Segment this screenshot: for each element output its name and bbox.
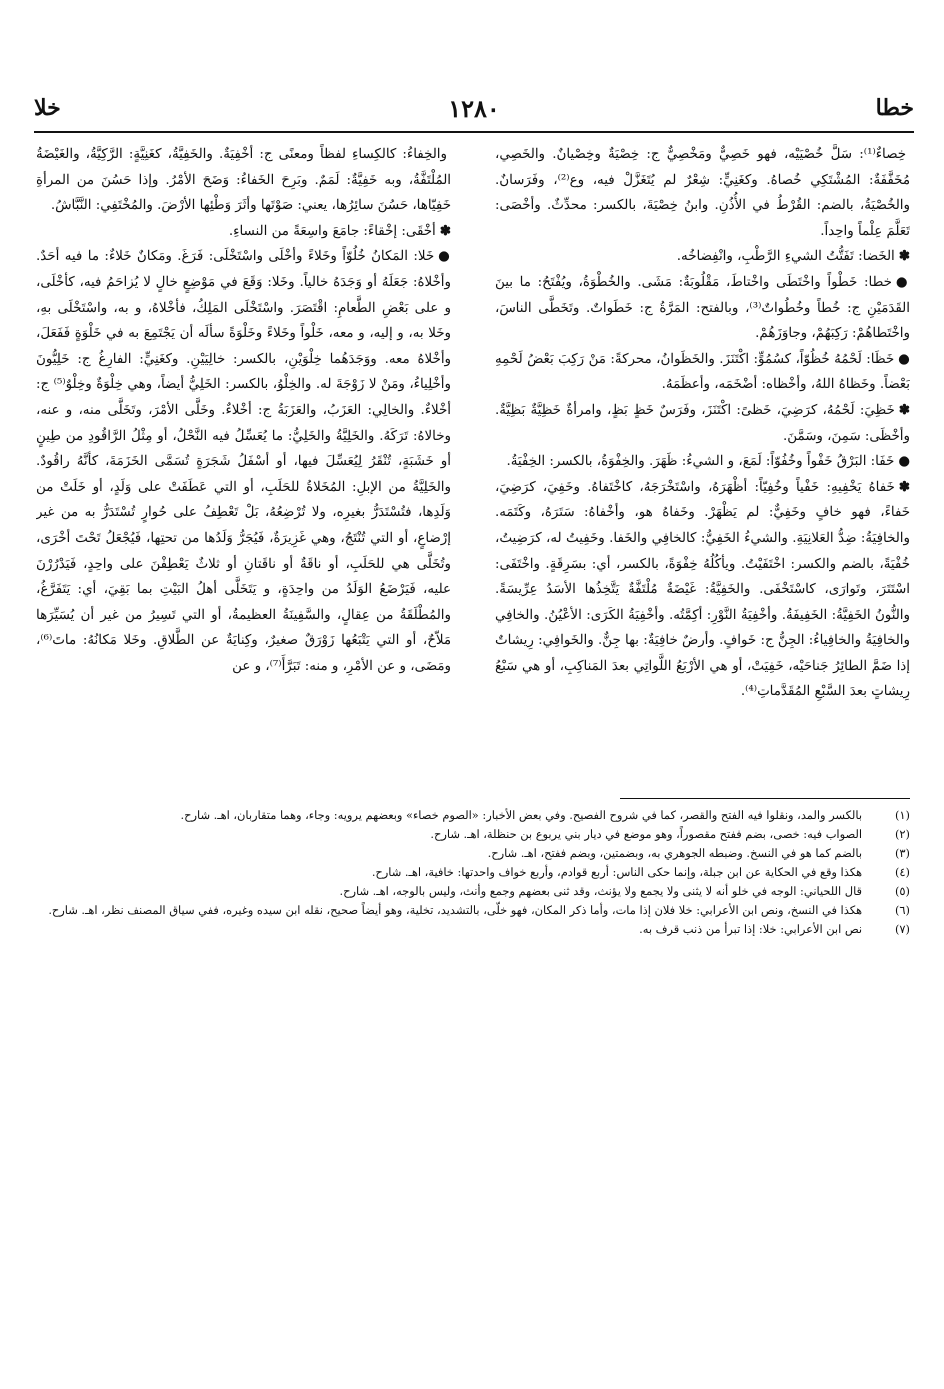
- footnote: [36, 901, 910, 920]
- entry-text: خَفَا: البَرْقُ خَفْواً وخُفُوّاً: لَمَعَ، و الشيءُ: ظَهَرَ. والخِفْوَةُ، بالكسر: الخِفْيَةُ.: [506, 454, 895, 470]
- footnote: [36, 882, 910, 901]
- footnote: [36, 863, 910, 882]
- footnote: [36, 844, 910, 863]
- footnote-number: (١): [894, 808, 910, 822]
- entry: [495, 244, 910, 270]
- entry-text: خَفاهُ يَخْفِيهِ: خَفْياً وخُفِيّاً: أظْهَرَهُ، واسْتَخْرَجَهُ، كاخْتَفاهُ. وخَفِيَ، كرَضِيَ، خَفاءً، فهو خافٍ وخَفِيٌّ: لم يَظْهَرْ. وخَفاهُ هو، وأخْفاهُ: سَتَرَهُ، وكَتَمَه. والخافِيَةُ: ضِدُّ العَلانِيَةِ. والشيءُ الخَفِيُّ: كالخافِي والخَفا. وخَفِيتُ له، كرَضِيتُ، خُفْيَةً، بالضم والكسر: اخْتَفَيْتُ. ويأكُلُهُ خِفْوَةً، بالكسر، أي: بسَرِقَةٍ. واخْتَفَى: اسْتَتَرَ، وتَوارَى، كاسْتَخْفَى. والخَفِيَّةُ: غَيْضَةٌ مُلْتَفَّةٌ يَتَّخِذُها الأسَدُ عِرِّيسَةً. والنُّونُ الخَفِيَّةُ: الخَفِيفَةُ. وأخْفِيَةُ النَّوْرِ: أكِمَّتُه. وأخْفِيَةُ الكَرَى: الأعْيُنُ. والخافِي والخافِيَةُ والخافِياءُ: الجِنُّ ج: خَوافٍ. وأرضٌ خافِيَةٌ: بها جِنٌّ. والخَوافِي: رِيشاتٌ إذا ضَمَّ الطائِرُ جَناحَيْه، خَفِيَتْ، أو هي الأرْبَعُ اللَّواتِي بعدَ المَناكِبِ، أو هي سَبْعُ رِيشاتٍ بعدَ السَّبْعِ المُقَدَّماتِ⁽⁴⁾.: [495, 479, 910, 700]
- entry: [495, 142, 910, 244]
- entry-marker: ●: [438, 248, 451, 265]
- footnote-text: الصواب فيه: خصى، بضم ففتح مقصوراً، وهو موضع في ديار بني يربوع بن حنظلة، اهـ. شارح.: [430, 827, 862, 841]
- entry: [36, 219, 451, 245]
- text-columns: [36, 142, 910, 782]
- entry-text: الخَضا: تَفَتُّتُ الشيءِ الرَّطْبِ، وانْفِضاخُه.: [676, 249, 895, 265]
- entry-marker: ✽: [898, 248, 910, 265]
- page-header: [34, 88, 914, 128]
- entry: [495, 398, 910, 449]
- entry: [36, 244, 451, 679]
- entry: [495, 270, 910, 347]
- footnotes: [36, 806, 910, 939]
- footnote-text: قال اللحياني: الوجه في خلو أنه لا يثنى ولا يجمع ولا يؤنث، وقد ثنى بعضهم وجمع وأنث، وليس بالوجه، اهـ. شارح.: [339, 884, 862, 898]
- footnote: [36, 825, 910, 844]
- entry-text: أخْقَى: إخْقاءً: جامَعَ واسِعَةً من النساءِ.: [228, 223, 436, 239]
- entry-marker: ✽: [898, 401, 910, 418]
- page-number: ١٢٨٠: [448, 93, 500, 123]
- footnote-number: (٦): [894, 903, 910, 917]
- entry-marker: ●: [898, 350, 910, 367]
- entry-text: خِصاءٌ⁽¹⁾: سَلَّ خُصْيَيْه، فهو خَصِيٌّ ومَخْصِيٌّ ج: خِصْيَةٌ وخِصْيانٌ. والخَصِي، مُخَفَّفَةٌ: المُشْتَكِي خُصاهُ. وكغَنِيٍّ: شِعْرٌ لم يُتَغَزَّلْ فيه، وع⁽²⁾، وفَرَسانٌ. والخُصْيَةُ، بالضم: القُرْطُ في الأُذُنِ. وابنُ خِصْيَةَ، بالكسر: محدِّثٌ. وأخْصَى: تَعَلَّمَ عِلْماً واحِداً.: [495, 147, 910, 239]
- headword-right: خطا: [875, 95, 914, 121]
- entry-text: خَظَا: لَحْمُهُ خُظُوّاً، كسُمُوٍّ: اكْتَنَزَ. والخَظَوانُ، محركةً: مَنْ رَكِبَ بَعْضُ لَحْمِهِ بَعْضاً. وخَظاهُ اللهُ، وأخْظاه: أضْخَمَه، وأعظَمَهُ.: [495, 351, 910, 393]
- footnote-number: (٤): [894, 865, 910, 879]
- footnote-number: (٧): [894, 922, 910, 936]
- entry: [495, 475, 910, 705]
- footnote-text: هكذا في النسخ، ونص ابن الأعرابي: خلا فلان إذا مات، وأما ذكر المكان، فهو خلّى، بالتشديد، تخلية، وهو أيضاً صحيح، نقله ابن سيده وغيره، ففي سياق المصنف نظر، اهـ. شارح.: [48, 903, 862, 917]
- footnote-number: (٥): [894, 884, 910, 898]
- entry-marker: ●: [895, 273, 910, 290]
- footnote-text: هكذا وقع في الحكاية عن ابن جبلة، وإنما حكى الناس: أربع قوادم، وأربع خواف واحدتها: خافية، اهـ. شارح.: [371, 865, 862, 879]
- footnote-text: نص ابن الأعرابي: خلا: إذا تبرأ من ذنب قرف به.: [639, 922, 862, 936]
- entry: [495, 449, 910, 475]
- right-column: [495, 142, 910, 782]
- entry-marker: ✽: [439, 222, 451, 239]
- entry-text: خطا: خَطْواً واخْتَطَى واخْتاطَ، مَقْلُوبَةٌ: مَشَى. والخُطْوَةُ، ويُفْتَحُ: ما بينَ القَدَمَيْنِ ج: خُطاً وخُطُواتٌ⁽³⁾، وبالفتح: المَرَّةُ ج: خَطَواتٌ. وتَخَطَّى الناسَ، واخْتَطاهُمْ: رَكِبَهُمْ، وجاوَزَهُمْ.: [495, 274, 910, 342]
- footnote-rule: [620, 798, 910, 799]
- footnote: [36, 920, 910, 939]
- footnote-text: بالضم كما هو في النسخ. وضبطه الجوهري به، وبضمتين، وبضم ففتح، اهـ. شارح.: [487, 846, 862, 860]
- footnote-number: (٣): [894, 846, 910, 860]
- entry-text: خَلا: المَكانُ خُلُوّاً وخَلاءً وأخْلَى واسْتَخْلَى: فَرَغَ. ومَكانٌ خَلاءٌ: ما فيه أحَدٌ. وأخْلاهُ: جَعَلَهُ أو وَجَدَهُ خالياً. وخَلا: وَقَعَ في مَوْضِعٍ خالٍ لا يُزاحَمُ فيه، كأخْلَى، و على بَعْضِ الطَّعامِ: اقْتَصَرَ. واسْتَخْلَى المَلِكُ، فأخْلاهُ، و به، واسْتَخْلَى بهِ، وخَلا به، و إليه، و معه، خَلْواً وخَلاءً وخَلْوَةً سألَه أن يَجْتَمِعَ به في خَلْوَةٍ فَفَعَلَ، وأخْلاهُ معه. ووَجَدَهُما خِلْوَيْنِ، بالكسر: خالِيَيْنِ. وكغَنِيٍّ: الفارِغُ ج: خَلِيُّونَ وأخْلِياءُ، ومَنْ لا زَوْجَةَ له. والخِلْوُ، بالكسر: الخَلِيُّ أيضاً، وهي خِلْوَةٌ وخِلْوٌ⁽⁵⁾ ج: أخْلاءٌ. والخالِي: العَزَبُ، والعَزَبَةُ ج: أخْلاءٌ. وخَلَّى الأمْرَ، وتَخَلَّى منه، و عنه، وخالاهُ: تَرَكَهُ. والخَلِيَّةُ والخَلِيُّ: ما يُعَسِّلُ فيه النَّحْلُ، أو مِثْلُ الرَّاقُودِ من طِينٍ أو خَشَبَةٍ، تُنْقَرُ لِيُعَسِّلَ فيها، أو أسْفَلُ شَجَرَةٍ تُسَمَّى الخَزَمَةَ، كأنَّهُ راقُودٌ. والخَلِيَّةُ من الإبلِ: المُخَلاةُ للحَلَبِ، أو التي عَطَفَتْ على وَلَدٍ، أو خَلَتْ من وَلَدِها، فتُسْتَدَرُّ بغيرِه، ولا تُرْضِعُهُ، بَلْ تَعْطِفُ على حُوارٍ تُسْتَدَرُّ به من غير إرْضاعٍ، أو التي تُنْتَجُ، وهي غَزِيرَةٌ، فَيُجَرُّ وَلَدُها من تحتِها، فَيُجْعَلُ تَحْتَ أخْرَى، وتُخَلَّى هي للحَلَبِ، أو ناقَةٌ أو ناقَتانِ أو ثلاثٌ يَعْطِفْنَ على واحِدٍ، فَيَدْرُرْنَ عليه، فَيَرْضَعُ الوَلَدُ من واحِدَةٍ، و يَتَخَلَّى أهلُ البَيْتِ بما بَقِيَ، أي: يَتَفَرَّغُ، والمُطْلَقَةُ من عِقالٍ، والسَّفِينَةُ العظيمةُ، أو التي تَسِيرُ من غير أن يُسَيِّرَها مَلاّحٌ، أو التي يَتْبَعُها زَوْرَقٌ صغيرٌ، وكِنايَةٌ عن الطَّلاقِ. وخَلا مَكانُهُ: ماتَ⁽⁶⁾، ومَضَى، و عن الأمْرِ، و منه: تَبَرَّأَ⁽⁷⁾، و عن: [36, 249, 451, 674]
- entry-marker: ✽: [898, 478, 910, 495]
- footnote-number: (٢): [894, 827, 910, 841]
- footnote: [36, 806, 910, 825]
- entry: [36, 142, 451, 219]
- entry: [495, 347, 910, 398]
- left-column: [36, 142, 451, 782]
- headword-left: خلا: [34, 95, 61, 121]
- footnote-text: بالكسر والمد، ونقلوا فيه الفتح والقصر، كما في شروح الفصيح. وفي بعض الأخبار: «الصوم خصاء» وبعضهم يرويه: وجاء، وهما متقاربان، اهـ. شارح.: [180, 808, 862, 822]
- entry-text: خَظِيَ: لَحْمُهُ، كرَضِيَ، خَظىً: اكْتَنَزَ، وفَرَسٌ خَظٍ بَظٍ، وامرأةٌ خَظِيَّةٌ بَظِيَّةٌ. وأخْظَى: سَمِنَ، وسَمَّنَ.: [495, 402, 910, 444]
- header-rule: [34, 131, 914, 133]
- entry-marker: ●: [898, 453, 910, 470]
- entry-text: والخِفاءُ: كالكِساءِ لفظاً ومعنًى ج: أخْفِيَةٌ. والخَفِيَّةُ، كغَنِيَّةٍ: الرَّكِيَّةُ، والغَيْضَةُ المُلْتَفَّةُ، وبه خَفِيَّةٌ: لَمَمٌ. وبَرِحَ الخَفاءُ: وَضَحَ الأمْرُ. وإذا حَسُنَ من المرأةِ خَفِيّاها، حَسُنَ سائِرُها، يعني: صَوْتَها وأثَرَ وَطْئِها الأرْضَ. والمُخْتَفِي: النَّبَّاشُ.: [36, 147, 451, 214]
